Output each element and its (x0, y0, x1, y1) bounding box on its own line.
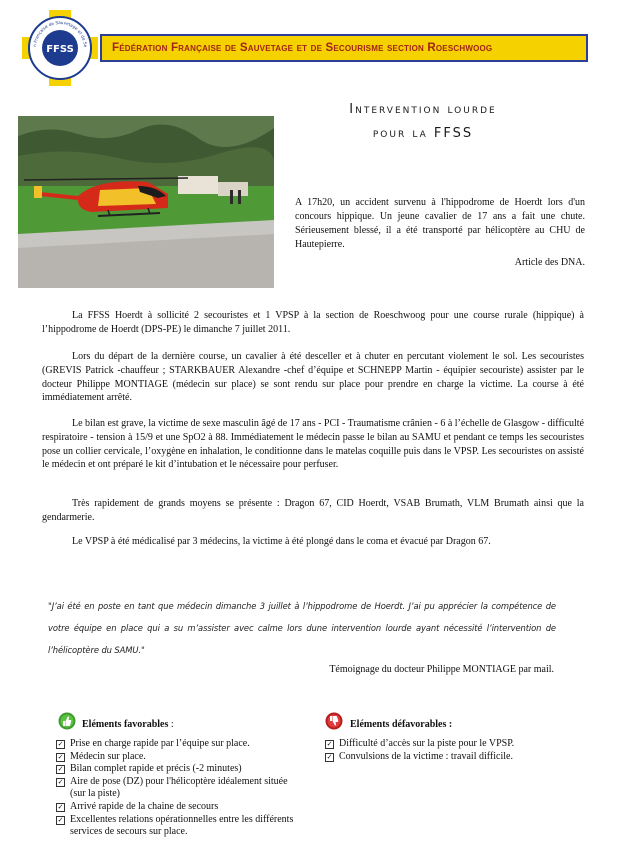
checkbox-icon: ✓ (326, 752, 333, 761)
paragraph-request: La FFSS Hoerdt à sollicité 2 secouristes et 1 VPSP à la section de Roeschwoog pour une course rurale (hippique) à l’hippodrome de Hoerdt (DPS-PE) le dimanche 7 juillet 2011. (42, 310, 584, 335)
quote-attribution: Témoignage du docteur Philippe MONTIAGE par mail. (329, 664, 554, 675)
banner-title: Fédération Française de Sauvetage et de Secourisme section Roeschwoog (112, 42, 493, 54)
paragraph-accident: Lors du départ de la dernière course, un cavalier à été desceller et à chuter en percutant violement le sol. Les secouristes (GREVIS Patrick -chauffeur ; STARKBAUER Alexandre -chef d’équipe et SCHNEPP Martin - équipier secouriste) assister par le docteur Philippe MONTIAGE (médecin sur place) se sont rendu sur place pour prendre en charge la victime. La course à été immédiatement arrêté. (42, 351, 584, 404)
checkbox-icon: ✓ (57, 752, 64, 761)
checkbox-icon: ✓ (57, 777, 64, 786)
paragraph-evacuation: Le VPSP à été médicalisé par 3 médecins, la victime à été plongé dans le coma et évacué par Dragon 67. (72, 536, 491, 547)
checkbox-icon: ✓ (57, 765, 64, 774)
list-item: ✓ Arrivé rapide de la chaine de secours (57, 800, 219, 812)
ffss-logo (22, 10, 98, 86)
list-item: ✓ Convulsions de la victime : travail difficile. (326, 750, 513, 762)
favorable-heading: Eléments favorables : (82, 719, 174, 730)
list-item: ✓ Bilan complet rapide et précis (-2 minutes) (57, 763, 242, 775)
logo-mark: FFSS (46, 44, 74, 55)
unfavorable-heading: Eléments défavorables : (350, 719, 453, 730)
list-item: ✓ Médecin sur place. (57, 750, 146, 762)
page-title: Intervention lourde pour la FFSS (349, 102, 497, 141)
list-item: ✓ Aire de pose (DZ) pour l'hélicoptère idéalement située (sur la piste) (57, 775, 288, 800)
favorable-list (56, 738, 296, 839)
paragraph-assessment: Le bilan est grave, la victime de sexe masculin âgé de 17 ans - PCI - Traumatisme crânien - 6 à l’échelle de Glasgow - difficulté respiratoire - tension à 15/9 et une SpO2 à 88. Immédiatement le médecin passe le bilan au SAMU et pendant ce temps les secouristes pose un collier cervicale, l’oxygène en inhalation, le conditionne dans le matelas coquille puis dans le VPSP. Les secouristes on assisté le médecin et ont préparé le kit d’intubation et le nécessaire pour perfuser. (42, 418, 584, 471)
paragraph-means: Très rapidement de grands moyens se présente : Dragon 67, CID Hoerdt, VSAB Brumath, VLM Brumath ainsi que la gendarmerie. (42, 498, 584, 523)
thumbs-down-icon (325, 712, 343, 730)
checkbox-icon: ✓ (57, 740, 64, 748)
list-item: ✓ Difficulté d’accès sur la piste pour le VPSP. (326, 738, 515, 749)
header-banner (100, 34, 588, 62)
checkbox-icon: ✓ (326, 740, 333, 748)
list-item: ✓ Excellentes relations opérationnelles entre les différents services de secours sur place. (57, 813, 294, 838)
helicopter-photo (18, 116, 274, 288)
unfavorable-list (325, 738, 575, 763)
list-item: ✓ Prise en charge rapide par l’équipe sur place. (57, 738, 250, 749)
checkbox-icon: ✓ (57, 802, 64, 811)
article-source: Article des DNA. (514, 257, 585, 268)
doctor-quote: "J’ai été en poste en tant que médecin dimanche 3 juillet à l’hippodrome de Hoerdt. J’ai pu apprécier la compétence de votre équipe en place qui a su m’assister avec calme lors dune intervention lourde ayant nécessité l’intervention de l’hélicoptère du SAMU." (48, 601, 556, 655)
logo-ring-text: n Française de Sauvetage et de Se (32, 19, 89, 48)
checkbox-icon: ✓ (57, 815, 64, 824)
thumbs-up-icon (58, 712, 76, 730)
article-excerpt: A 17h20, un accident survenu à l'hippodrome de Hoerdt lors d'un concours hippique. Un jeune cavalier de 17 ans a fait une chute. Sérieusement blessé, il a été transporté par hélicoptère au CHU de Hautepierre. (295, 197, 585, 250)
